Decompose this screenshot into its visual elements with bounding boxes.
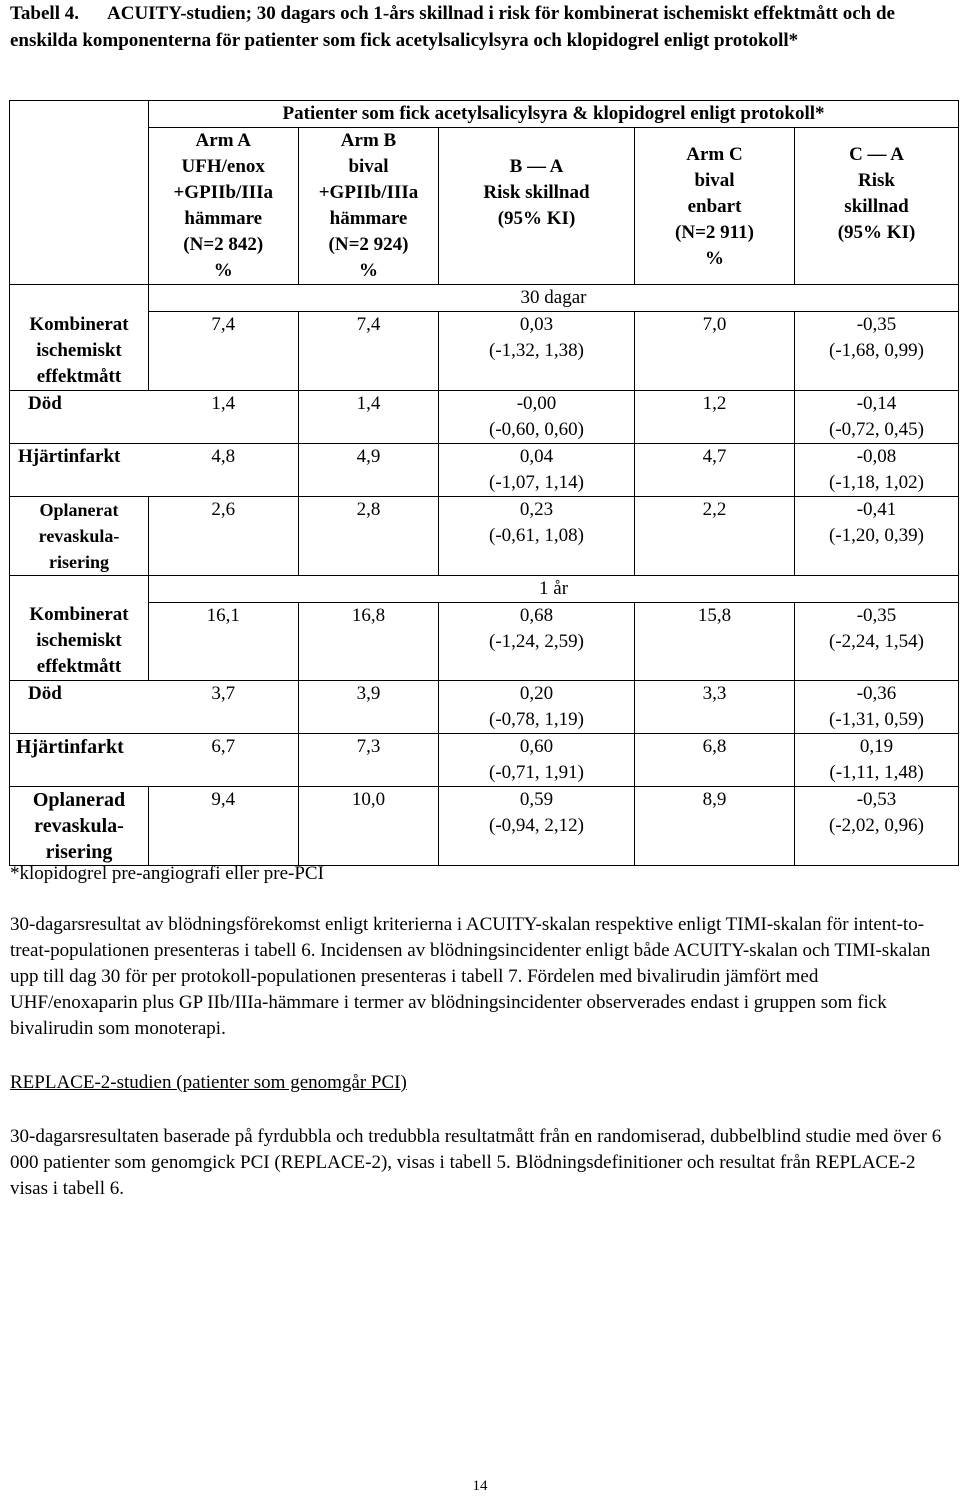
cell-c-minus-a: -0,41 (-1,20, 0,39) [795,496,959,575]
period-label-30-days: 30 dagar [149,285,959,312]
cell-arm-b: 7,4 [299,312,439,391]
row-label: Hjärtinfarkt [10,734,149,787]
cell-arm-a: 7,4 [149,312,299,391]
cell-arm-a: 1,4 [149,390,299,443]
results-table [9,100,959,866]
col-header-arm-c: Arm C bival enbart (N=2 911) % [635,128,795,285]
cell-arm-c: 2,2 [635,496,795,575]
period-label-1-year: 1 år [149,575,959,602]
group-header: Patienter som fick acetylsalicylsyra & klopidogrel enligt protokoll* [149,101,959,128]
cell-arm-b: 7,3 [299,734,439,787]
col-header-arm-b: Arm B bival +GPIIb/IIIa hämmare (N=2 924) % [299,128,439,285]
col-header-b-minus-a: B — A Risk skillnad (95% KI) [439,128,635,285]
cell-arm-a: 9,4 [149,787,299,866]
cell-arm-c: 7,0 [635,312,795,391]
cell-b-minus-a: 0,68 (-1,24, 2,59) [439,602,635,681]
section-heading-replace-2: REPLACE-2-studien (patienter som genomgår PCI) [10,1072,407,1093]
cell-arm-c: 6,8 [635,734,795,787]
table-row [10,602,959,681]
table-row [10,496,959,575]
cell-c-minus-a: 0,19 (-1,11, 1,48) [795,734,959,787]
cell-c-minus-a: -0,14 (-0,72, 0,45) [795,390,959,443]
cell-arm-c: 3,3 [635,681,795,734]
cell-c-minus-a: -0,35 (-2,24, 1,54) [795,602,959,681]
cell-arm-b: 3,9 [299,681,439,734]
cell-b-minus-a: 0,59 (-0,94, 2,12) [439,787,635,866]
paragraph-replace-2-results: 30-dagarsresultaten baserade på fyrdubbla och tredubbla resultatmått från en randomiserad, dubbelblind studie med över 6 000 patienter som genomgick PCI (REPLACE-2), visas i tabell 5. Blödningsdefinitioner och resultat från REPLACE-2 visas i tabell 6. [10,1126,942,1199]
row-label: Kombinerat ischemiskt effektmått [10,312,149,391]
cell-b-minus-a: 0,60 (-0,71, 1,91) [439,734,635,787]
row-label: Död [10,681,149,734]
period-row-30-days [10,285,959,312]
row-label: Oplanerat revaskula- risering [10,496,149,575]
table-label: Tabell 4. [10,3,79,24]
cell-arm-c: 8,9 [635,787,795,866]
cell-arm-c: 1,2 [635,390,795,443]
table-row [10,312,959,391]
cell-b-minus-a: 0,23 (-0,61, 1,08) [439,496,635,575]
cell-b-minus-a: 0,03 (-1,32, 1,38) [439,312,635,391]
cell-b-minus-a: 0,20 (-0,78, 1,19) [439,681,635,734]
cell-arm-a: 2,6 [149,496,299,575]
cell-arm-b: 4,9 [299,443,439,496]
table-caption-text: ACUITY-studien; 30 dagars och 1-års skillnad i risk för kombinerat ischemiskt effektmått och de enskilda komponenterna för patienter som fick acetylsalicylsyra och klopidogrel enligt protokoll* [10,3,895,51]
table-row [10,443,959,496]
col-header-c-minus-a: C — A Risk skillnad (95% KI) [795,128,959,285]
cell-arm-b: 10,0 [299,787,439,866]
cell-b-minus-a: -0,00 (-0,60, 0,60) [439,390,635,443]
row-label: Hjärtinfarkt [10,443,149,496]
group-header-row [10,101,959,128]
cell-b-minus-a: 0,04 (-1,07, 1,14) [439,443,635,496]
cell-c-minus-a: -0,53 (-2,02, 0,96) [795,787,959,866]
cell-c-minus-a: -0,35 (-1,68, 0,99) [795,312,959,391]
cell-arm-a: 4,8 [149,443,299,496]
page-number: 14 [472,1478,488,1494]
table-footnote: *klopidogrel pre-angiografi eller pre-PCI [10,863,324,884]
period-row-1-year [10,575,959,602]
cell-arm-c: 15,8 [635,602,795,681]
paragraph-bleeding-results: 30-dagarsresultat av blödningsförekomst enligt kriterierna i ACUITY-skalan respektive enligt TIMI-skalan för intent-to-treat-populationen presenteras i tabell 6. Incidensen av blödningsincidenter enligt både ACUITY-skalan och TIMI-skalan upp till dag 30 för per protokoll-populationen presenteras i tabell 7. Fördelen med bivalirudin jämfört med UHF/enoxaparin plus GP IIb/IIIa-hämmare i termer av blödningsincidenter observerades endast i gruppen som fick bivalirudin som monoterapi. [10,914,931,1039]
cell-arm-a: 3,7 [149,681,299,734]
cell-arm-a: 6,7 [149,734,299,787]
cell-arm-b: 16,8 [299,602,439,681]
row-label: Kombinerat ischemiskt effektmått [10,602,149,681]
cell-arm-c: 4,7 [635,443,795,496]
table-row [10,734,959,787]
row-label: Oplanerad revaskula- risering [10,787,149,866]
cell-arm-b: 1,4 [299,390,439,443]
cell-c-minus-a: -0,36 (-1,31, 0,59) [795,681,959,734]
table-row [10,681,959,734]
column-header-row [10,128,959,285]
table-row [10,390,959,443]
cell-arm-b: 2,8 [299,496,439,575]
table-row [10,787,959,866]
cell-arm-a: 16,1 [149,602,299,681]
row-label: Död [10,390,149,443]
table-caption [10,0,940,54]
cell-c-minus-a: -0,08 (-1,18, 1,02) [795,443,959,496]
col-header-arm-a: Arm A UFH/enox +GPIIb/IIIa hämmare (N=2 842) % [149,128,299,285]
